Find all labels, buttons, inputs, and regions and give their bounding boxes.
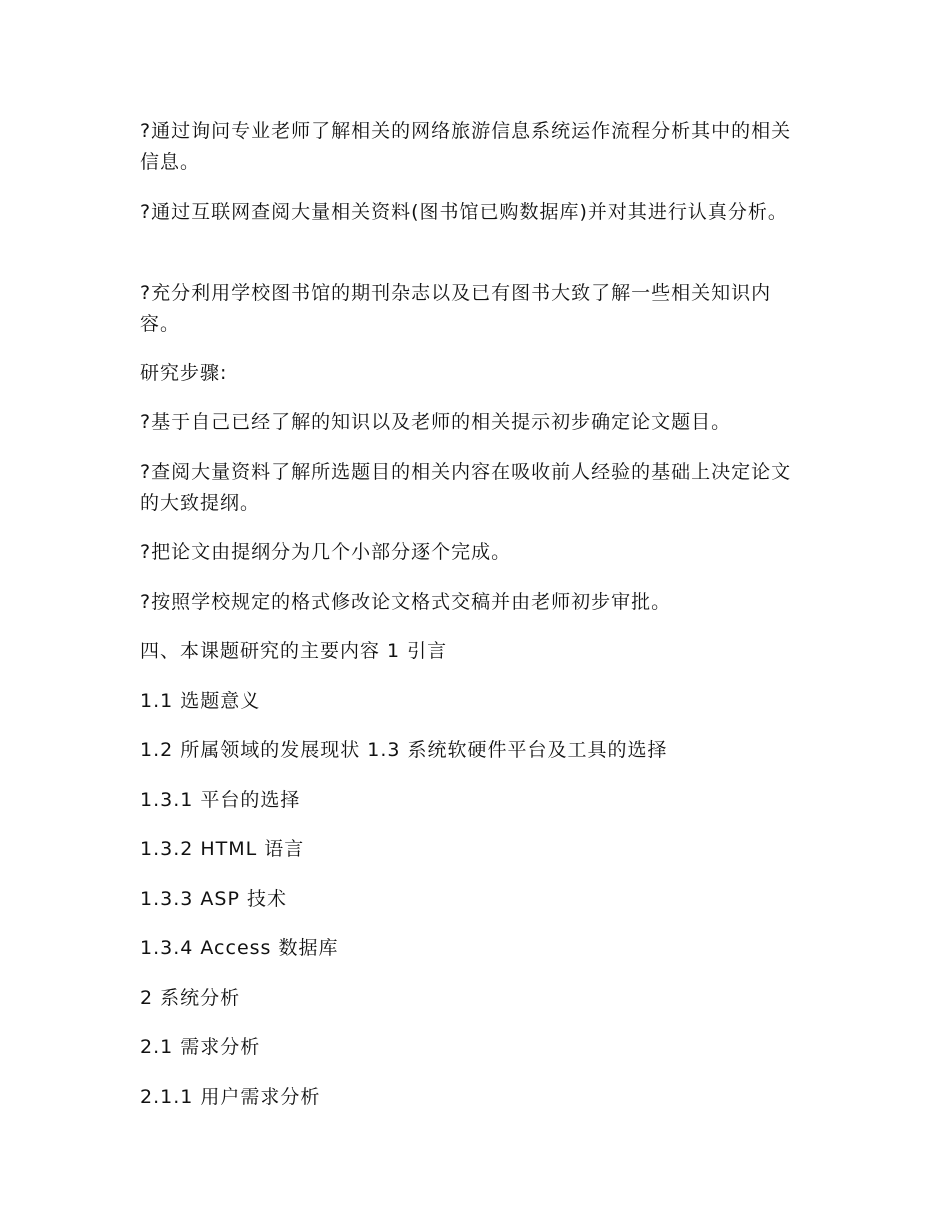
paragraph-method-internet-research: ?通过互联网查阅大量相关资料(图书馆已购数据库)并对其进行认真分析。: [140, 201, 788, 223]
toc-item-1-2-1-3: 1.2 所属领域的发展现状 1.3 系统软硬件平台及工具的选择: [140, 739, 668, 761]
section-heading-main-content: 四、本课题研究的主要内容 1 引言: [140, 640, 448, 662]
toc-item-1-3-4: 1.3.4 Access 数据库: [140, 937, 339, 959]
toc-item-2: 2 系统分析: [140, 987, 241, 1009]
paragraph-step-format-review: ?按照学校规定的格式修改论文格式交稿并由老师初步审批。: [140, 591, 672, 613]
toc-item-1-3-2: 1.3.2 HTML 语言: [140, 838, 305, 860]
toc-item-2-1-1: 2.1.1 用户需求分析: [140, 1086, 321, 1108]
toc-item-1-3-1: 1.3.1 平台的选择: [140, 789, 301, 811]
paragraph-step-outline: ?查阅大量资料了解所选题目的相关内容在吸收前人经验的基础上决定论文的大致提纲。: [140, 461, 792, 514]
toc-item-1-3-3: 1.3.3 ASP 技术: [140, 888, 287, 910]
paragraph-method-library: ?充分利用学校图书馆的期刊杂志以及已有图书大致了解一些相关知识内容。: [140, 282, 772, 335]
paragraph-step-determine-topic: ?基于自己已经了解的知识以及老师的相关提示初步确定论文题目。: [140, 411, 732, 433]
toc-item-1-1: 1.1 选题意义: [140, 690, 261, 712]
paragraph-method-consult-teacher: ?通过询问专业老师了解相关的网络旅游信息系统运作流程分析其中的相关信息。: [140, 120, 792, 173]
toc-item-2-1: 2.1 需求分析: [140, 1036, 261, 1058]
paragraph-step-split-parts: ?把论文由提纲分为几个小部分逐个完成。: [140, 541, 512, 563]
research-steps-heading: 研究步骤:: [140, 362, 228, 384]
